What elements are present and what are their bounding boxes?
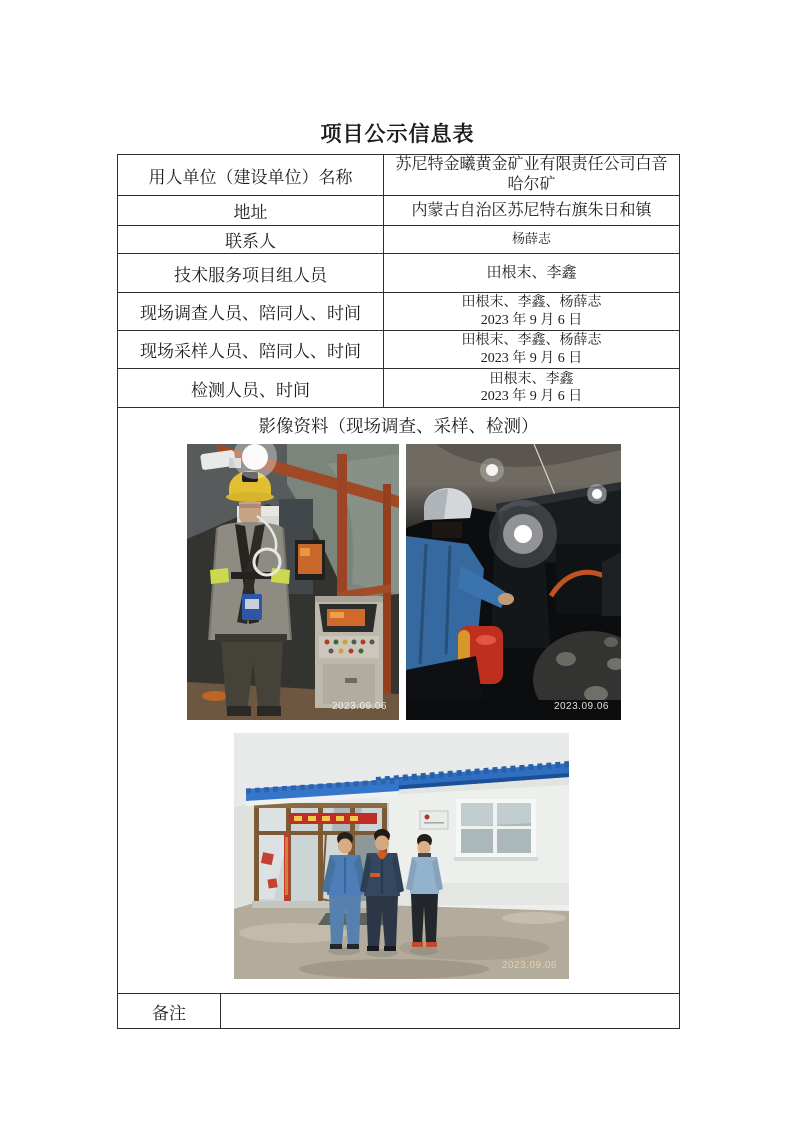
field-label: 检测人员、时间 — [118, 369, 384, 407]
field-value-text: 田根末、李鑫 — [486, 264, 577, 281]
photo-underground-tunnel — [406, 444, 621, 720]
table-row-survey-personnel — [118, 293, 679, 331]
photo-timestamp: 2023.09.06 — [553, 701, 609, 712]
field-value — [384, 155, 679, 195]
photo-mine-control-station — [187, 444, 399, 720]
table-row-media — [118, 408, 679, 994]
field-value-date: 2023 年 9 月 6 日 — [480, 312, 583, 328]
photo-timestamp: 2023.09.06 — [501, 960, 557, 971]
field-label: 联系人 — [118, 226, 384, 253]
table-row-sampling-personnel — [118, 331, 679, 369]
field-label: 用人单位（建设单位）名称 — [118, 155, 384, 195]
table-row-remark — [118, 994, 679, 1028]
field-value-names: 田根末、李鑫 — [489, 371, 574, 387]
remark-value-cell — [221, 994, 679, 1028]
page-title: 项目公示信息表 — [320, 122, 475, 146]
field-value-names: 田根末、李鑫、杨薛志 — [461, 333, 602, 348]
table-row-contact-person — [118, 226, 679, 254]
field-value-text: 内蒙古自治区苏尼特右旗朱日和镇 — [411, 201, 652, 219]
field-label: 现场调查人员、陪同人、时间 — [118, 293, 384, 330]
field-value-text: 杨薛志 — [511, 231, 551, 247]
photo-mine-control-station-image — [187, 444, 399, 720]
photo-timestamp: 2023.09.06 — [331, 701, 387, 712]
table-row-testing-personnel — [118, 369, 679, 408]
table-row-address — [118, 196, 679, 226]
media-section-header: 影像资料（现场调查、采样、检测） — [258, 416, 539, 436]
info-table — [117, 154, 680, 1029]
remark-label: 备注 — [118, 994, 221, 1028]
table-row-employer-name — [118, 155, 679, 196]
field-value-date: 2023 年 9 月 6 日 — [480, 389, 583, 404]
field-value — [384, 331, 679, 368]
field-label: 地址 — [118, 196, 384, 225]
table-row-project-team — [118, 254, 679, 293]
photo-site-building-image — [234, 733, 569, 979]
field-value-date: 2023 年 9 月 6 日 — [480, 350, 583, 366]
field-label: 现场采样人员、陪同人、时间 — [118, 331, 384, 368]
photo-underground-tunnel-image — [406, 444, 621, 720]
field-value — [384, 196, 679, 225]
field-value — [384, 369, 679, 407]
field-value-text: 苏尼特金曦黄金矿业有限责任公司白音哈尔矿 — [395, 156, 668, 193]
photo-site-building — [234, 733, 569, 979]
media-section — [118, 408, 679, 994]
field-value — [384, 254, 679, 292]
field-label: 技术服务项目组人员 — [118, 254, 384, 292]
field-value-names: 田根末、李鑫、杨薛志 — [461, 295, 602, 310]
field-value — [384, 293, 679, 330]
field-value — [384, 226, 679, 253]
